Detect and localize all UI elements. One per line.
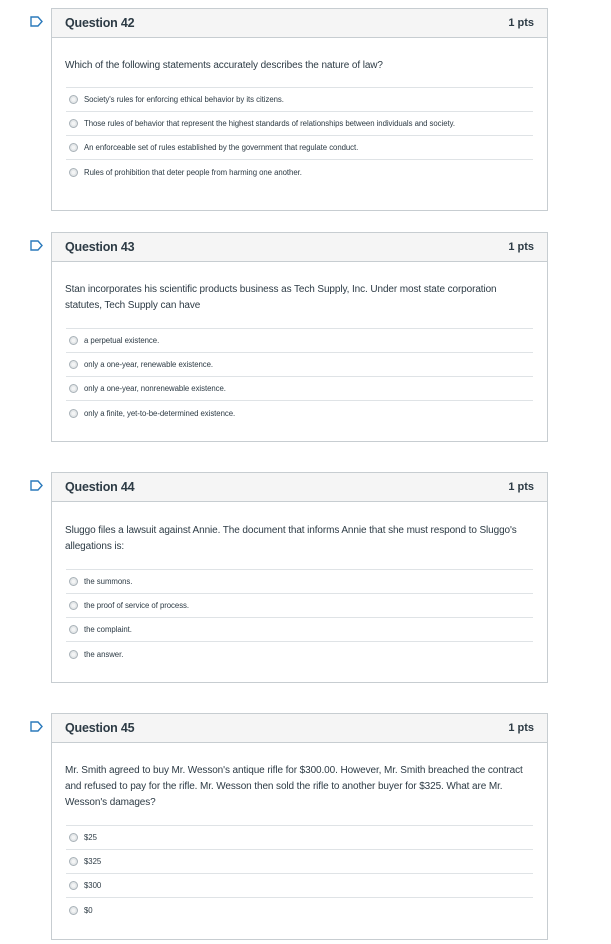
flag-icon[interactable]: [30, 721, 43, 732]
radio-button[interactable]: [69, 625, 78, 634]
radio-button[interactable]: [69, 577, 78, 586]
answer-option[interactable]: [66, 136, 533, 160]
answer-label[interactable]: An enforceable set of rules established by the government that regulate conduct.: [84, 143, 359, 152]
answer-label[interactable]: $325: [84, 857, 102, 866]
question-points: 1 pts: [508, 722, 534, 734]
answer-option[interactable]: [66, 642, 533, 666]
answer-label[interactable]: only a one-year, renewable existence.: [84, 360, 214, 369]
question-text: Stan incorporates his scientific products business as Tech Supply, Inc. Under most state corporation statutes, Tech Supply can have: [65, 284, 497, 311]
answer-label[interactable]: the answer.: [84, 649, 124, 659]
answer-label[interactable]: the proof of service of process.: [84, 601, 190, 610]
answer-label[interactable]: Society's rules for enforcing ethical behavior by its citizens.: [84, 95, 284, 104]
answer-label[interactable]: $0: [84, 905, 93, 915]
answer-option[interactable]: [66, 329, 533, 353]
radio-button[interactable]: [69, 906, 78, 915]
answer-option[interactable]: [66, 618, 533, 642]
answer-option[interactable]: [66, 377, 533, 401]
radio-button[interactable]: [69, 833, 78, 842]
answer-option[interactable]: [66, 353, 533, 377]
question-header: [52, 473, 547, 502]
question-header: [52, 714, 547, 743]
answer-option[interactable]: [66, 112, 533, 136]
flag-icon[interactable]: [30, 16, 43, 27]
flag-icon[interactable]: [30, 240, 43, 251]
radio-button[interactable]: [69, 119, 78, 128]
answer-option[interactable]: [66, 850, 533, 874]
radio-button[interactable]: [69, 601, 78, 610]
question-title: Question 44: [65, 480, 135, 494]
answer-label[interactable]: the summons.: [84, 577, 133, 586]
question-44: [51, 472, 548, 683]
question-points: 1 pts: [508, 481, 534, 493]
question-text: Mr. Smith agreed to buy Mr. Wesson's antique rifle for $300.00. However, Mr. Smith breached the contract and refused to pay for the rifle. Mr. Wesson then sold the rifle to another buyer for $325. What are Mr. Wesson's damages?: [65, 765, 523, 808]
radio-button[interactable]: [69, 336, 78, 345]
answer-option[interactable]: [66, 826, 533, 850]
answer-label[interactable]: only a finite, yet-to-be-determined existence.: [84, 408, 236, 418]
question-header: [52, 9, 547, 38]
answer-option[interactable]: [66, 160, 533, 184]
answer-option[interactable]: [66, 401, 533, 425]
answer-option[interactable]: [66, 898, 533, 922]
answer-label[interactable]: $300: [84, 881, 102, 890]
answer-label[interactable]: Those rules of behavior that represent the highest standards of relationships between individuals and society.: [84, 119, 455, 128]
radio-button[interactable]: [69, 650, 78, 659]
radio-button[interactable]: [69, 881, 78, 890]
answer-option[interactable]: [66, 570, 533, 594]
question-45: [51, 713, 548, 940]
answer-list: [66, 87, 533, 184]
answer-label[interactable]: a perpetual existence.: [84, 336, 160, 345]
radio-button[interactable]: [69, 857, 78, 866]
question-header: [52, 233, 547, 262]
answer-label[interactable]: $25: [84, 833, 97, 842]
answer-list: [66, 825, 533, 922]
answer-option[interactable]: [66, 88, 533, 112]
question-42: [51, 8, 548, 211]
answer-label[interactable]: only a one-year, nonrenewable existence.: [84, 384, 226, 393]
radio-button[interactable]: [69, 384, 78, 393]
question-title: Question 45: [65, 721, 135, 735]
question-title: Question 42: [65, 16, 135, 30]
flag-icon[interactable]: [30, 480, 43, 491]
radio-button[interactable]: [69, 360, 78, 369]
question-points: 1 pts: [508, 17, 534, 29]
answer-label[interactable]: Rules of prohibition that deter people from harming one another.: [84, 167, 302, 177]
question-points: 1 pts: [508, 241, 534, 253]
radio-button[interactable]: [69, 95, 78, 104]
answer-list: [66, 328, 533, 425]
question-text: Sluggo files a lawsuit against Annie. The document that informs Annie that she must respond to Sluggo's allegations is:: [65, 525, 517, 552]
question-text: Which of the following statements accurately describes the nature of law?: [65, 60, 383, 71]
answer-option[interactable]: [66, 594, 533, 618]
answer-list: [66, 569, 533, 666]
radio-button[interactable]: [69, 409, 78, 418]
radio-button[interactable]: [69, 143, 78, 152]
radio-button[interactable]: [69, 168, 78, 177]
question-43: [51, 232, 548, 442]
question-title: Question 43: [65, 240, 135, 254]
answer-label[interactable]: the complaint.: [84, 625, 132, 634]
answer-option[interactable]: [66, 874, 533, 898]
